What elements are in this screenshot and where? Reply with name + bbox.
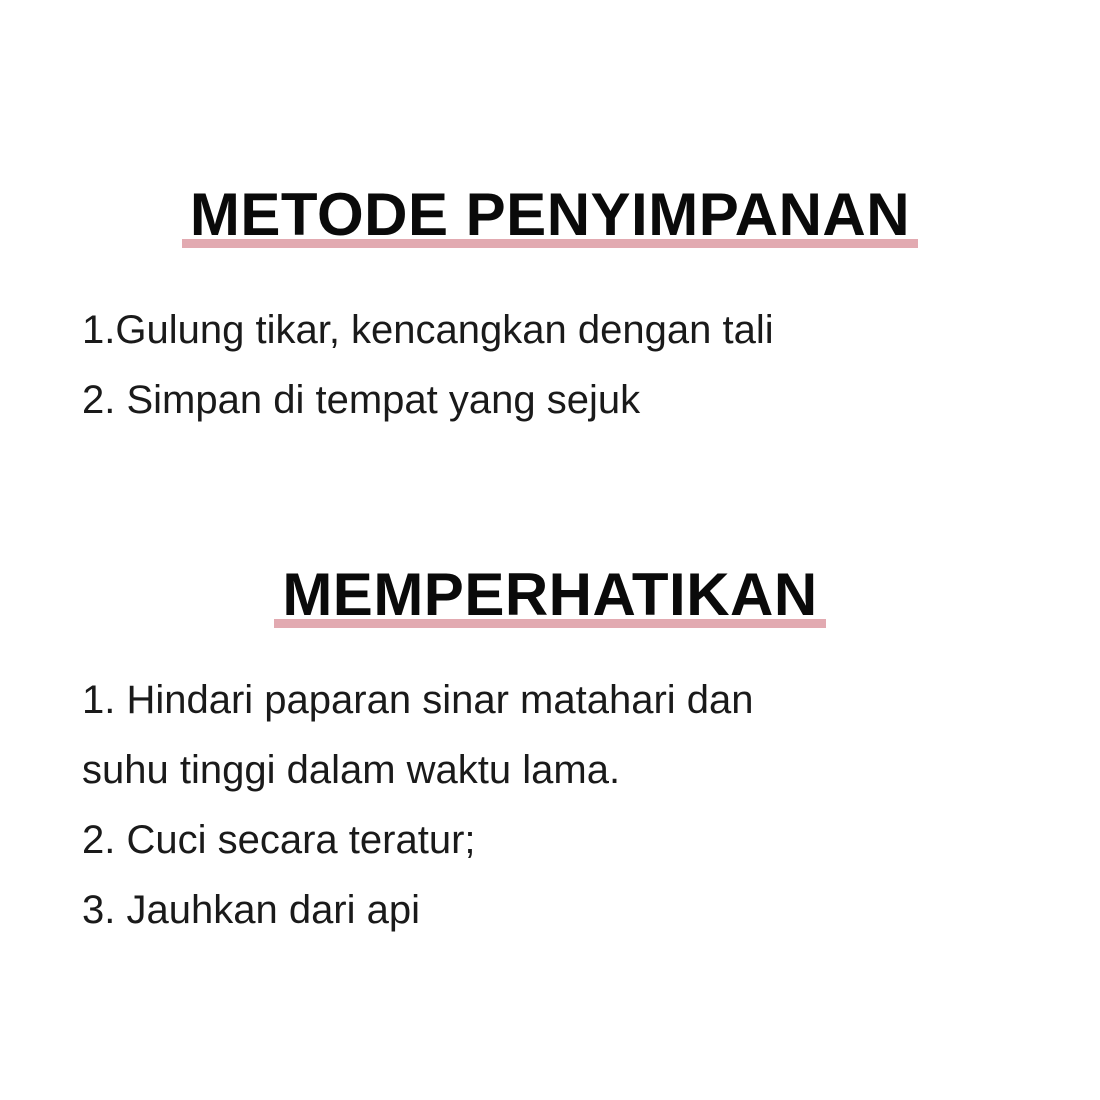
list-item: suhu tinggi dalam waktu lama. bbox=[82, 748, 621, 792]
storage-method-heading-text: METODE PENYIMPANAN bbox=[189, 181, 911, 248]
list-item: 3. Jauhkan dari api bbox=[82, 888, 421, 932]
storage-method-heading-container bbox=[0, 180, 1100, 250]
attention-heading-text: MEMPERHATIKAN bbox=[282, 561, 818, 628]
list-item: 2. Cuci secara teratur; bbox=[82, 818, 476, 862]
attention-heading-container bbox=[0, 560, 1100, 630]
list-item: 1.Gulung tikar, kencangkan dengan tali bbox=[82, 308, 774, 352]
storage-method-list bbox=[82, 295, 774, 435]
attention-list bbox=[82, 665, 754, 945]
list-item: 2. Simpan di tempat yang sejuk bbox=[82, 378, 641, 422]
attention-heading bbox=[274, 560, 825, 630]
list-item: 1. Hindari paparan sinar matahari dan bbox=[82, 678, 754, 722]
storage-method-heading bbox=[182, 180, 918, 250]
